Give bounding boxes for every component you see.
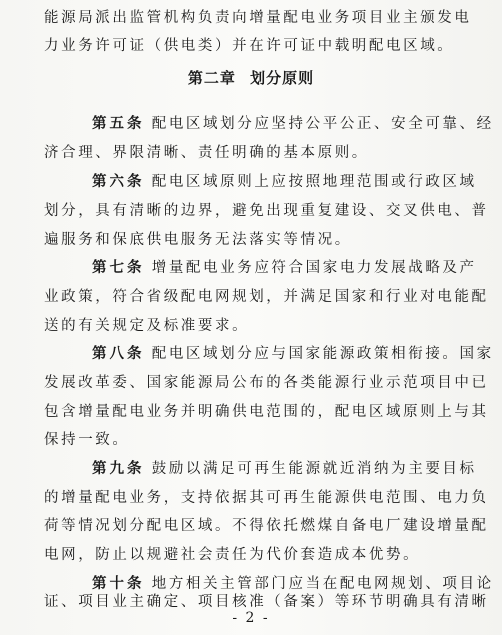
article-8-line-2: 发展改革委、国家能源局公布的各类能源行业示范项目中已 — [44, 375, 489, 391]
article-10-line-1 — [92, 574, 494, 594]
article-8-label: 第八条 — [92, 345, 145, 362]
article-7-line-1 — [92, 258, 477, 278]
article-10-line-2: 证、项目业主确定、项目核准（备案）等环节明确具有清晰 — [44, 594, 489, 610]
article-8-line-4: 保持一致。 — [44, 432, 130, 448]
article-7-text: 增量配电业务应符合国家电力发展战略及产 — [151, 260, 477, 276]
article-10-label: 第十条 — [92, 575, 145, 592]
article-7-line-3: 送的有关规定及标准要求。 — [44, 318, 250, 334]
article-5-line-2: 济合理、界限清晰、责任明确的基本原则。 — [44, 145, 369, 161]
article-5-label: 第五条 — [92, 115, 145, 132]
article-9-line-4: 电网，防止以规避社会责任为代价套造成本优势。 — [44, 547, 421, 563]
article-10-text: 地方相关主管部门应当在配电网规划、项目论 — [151, 576, 494, 592]
article-8-line-3: 包含增量配电业务并明确供电范围的，配电区域原则上与其 — [44, 404, 489, 420]
chapter-title: 划分原则 — [250, 69, 315, 87]
article-9-line-3: 荷等情况划分配电区域。不得依托燃煤自备电厂建设增量配 — [44, 518, 489, 534]
article-9-label: 第九条 — [92, 460, 145, 477]
article-6-line-2: 划分，具有清晰的边界，避免出现重复建设、交叉供电、普 — [44, 203, 489, 219]
article-9-text: 鼓励以满足可再生能源就近消纳为主要目标 — [151, 461, 477, 477]
article-7-label: 第七条 — [92, 259, 145, 276]
article-8-line-1 — [92, 344, 494, 364]
chapter-number: 第二章 — [187, 69, 236, 87]
article-9-line-2: 的增量配电业务，支持依据其可再生能源供电范围、电力负 — [44, 490, 489, 506]
article-9-line-1 — [92, 459, 477, 479]
article-7-line-2: 业政策，符合省级配电网规划，并满足国家和行业对电能配 — [44, 289, 489, 305]
chapter-heading — [0, 67, 502, 88]
article-6-line-1 — [92, 172, 477, 192]
page-number: - 2 - — [232, 610, 270, 626]
article-5-line-1 — [92, 114, 494, 134]
article-6-text: 配电区域原则上应按照地理范围或行政区域 — [151, 174, 477, 190]
article-5-text: 配电区域划分应坚持公平公正、安全可靠、经 — [151, 116, 494, 132]
intro-line-1: 能源局派出监管机构负责向增量配电业务项目业主颁发电 — [44, 10, 472, 26]
article-6-label: 第六条 — [92, 173, 145, 190]
article-8-text: 配电区域划分应与国家能源政策相衔接。国家 — [151, 346, 494, 362]
intro-line-2: 力业务许可证（供电类）并在许可证中载明配电区域。 — [44, 38, 455, 54]
article-6-line-3: 遍服务和保底供电服务无法落实等情况。 — [44, 232, 352, 248]
